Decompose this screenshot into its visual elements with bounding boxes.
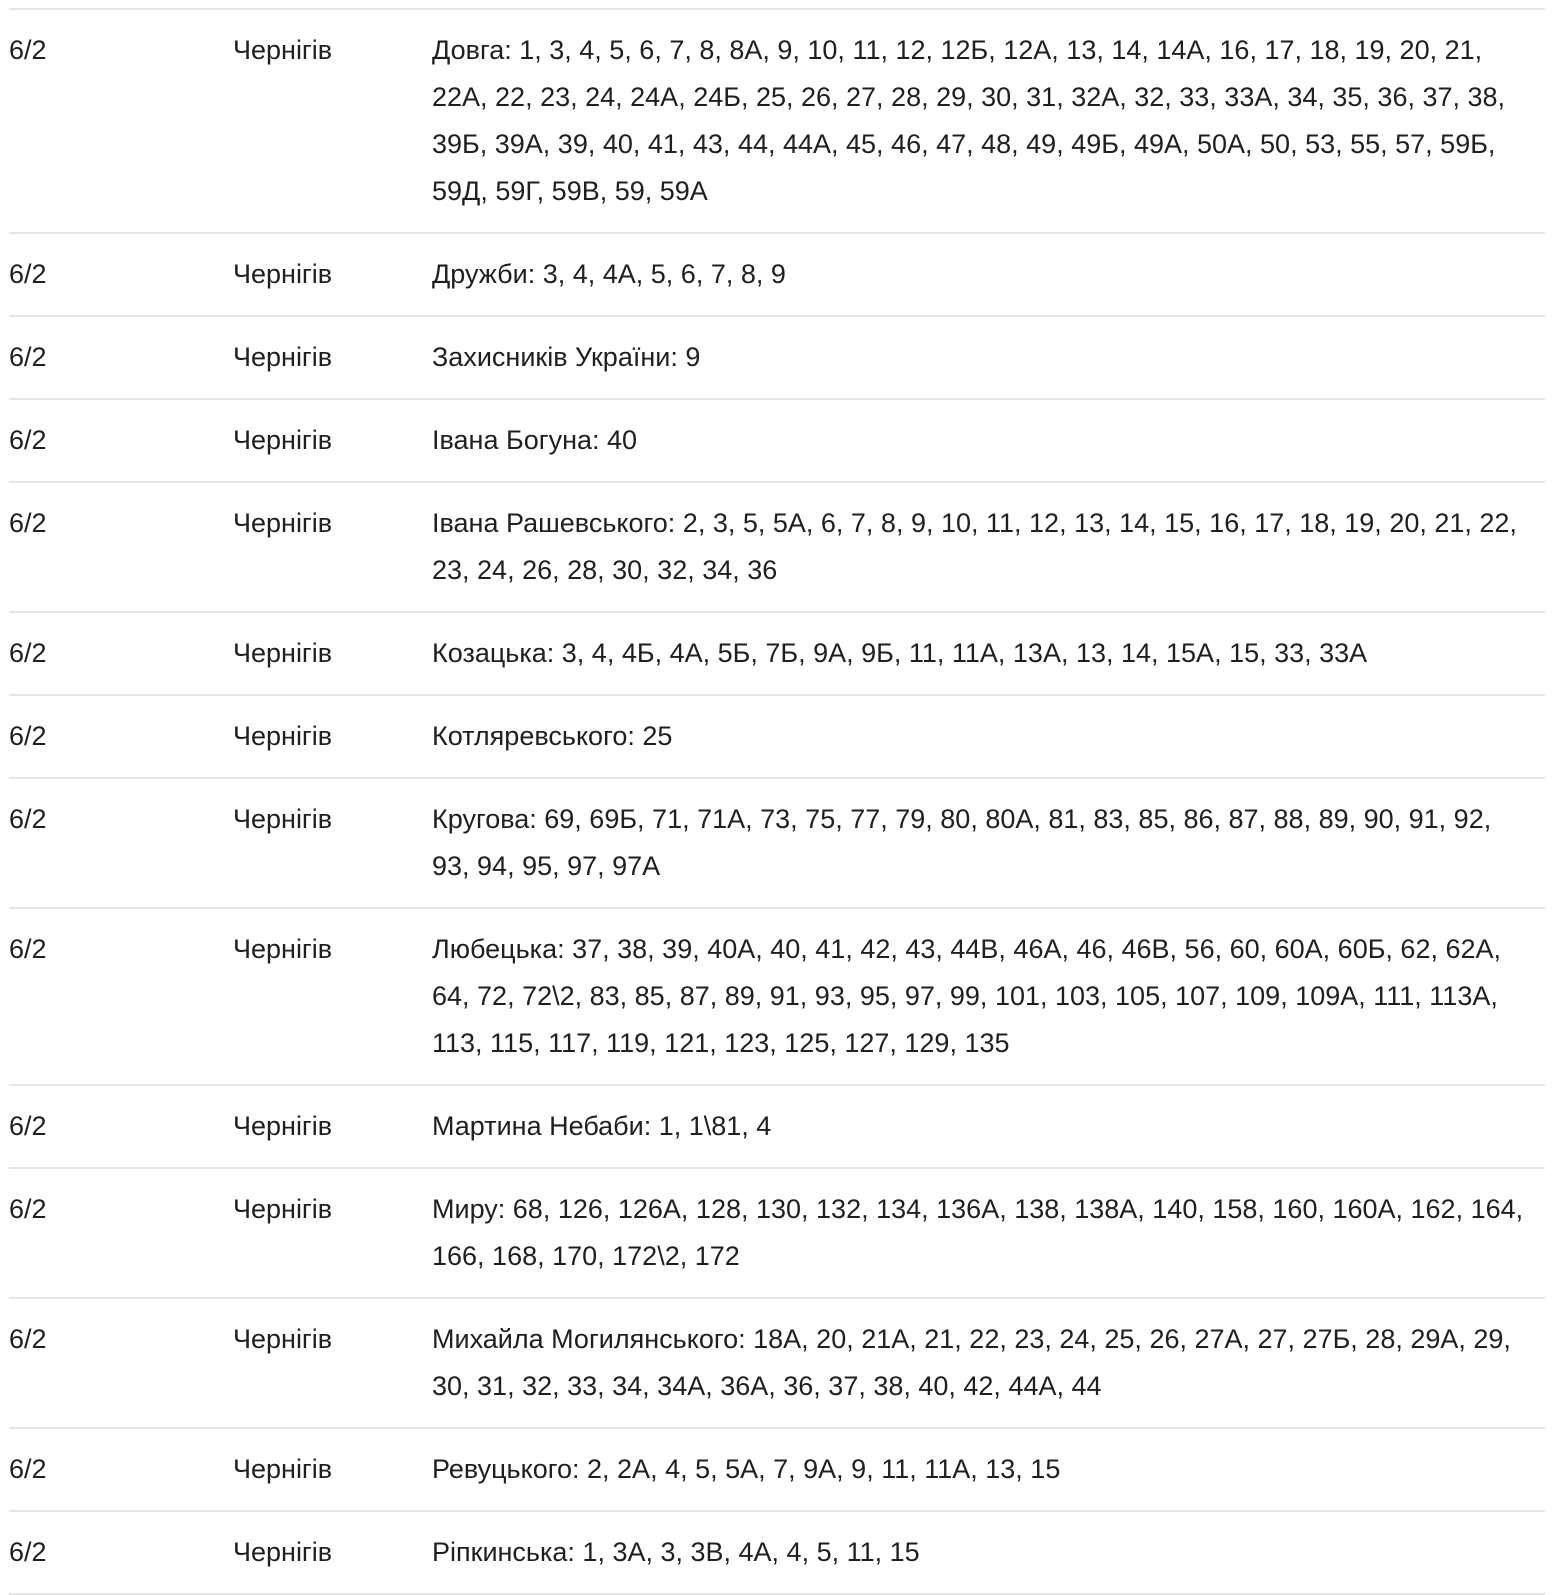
queue-cell: 6/2 — [9, 425, 47, 455]
addresses-cell: Кругова: 69, 69Б, 71, 71А, 73, 75, 77, 79, 80, 80А, 81, 83, 85, 86, 87, 88, 89, 90, 91, 92, 93, 94, 95, 97, 97А — [432, 804, 1492, 881]
queue-cell: 6/2 — [9, 804, 47, 834]
city-cell: Чернігів — [233, 508, 333, 538]
table-row — [9, 613, 1545, 696]
city-cell: Чернігів — [233, 1454, 333, 1484]
addresses-cell: Івана Рашевського: 2, 3, 5, 5А, 6, 7, 8, 9, 10, 11, 12, 13, 14, 15, 16, 17, 18, 19, 20, 21, 22, 23, 24, 26, 28, 30, 32, 34, 36 — [432, 508, 1517, 585]
addresses-cell: Миру: 68, 126, 126А, 128, 130, 132, 134, 136А, 138, 138А, 140, 158, 160, 160А, 162, 164, 166, 168, 170, 172\2, 172 — [432, 1194, 1524, 1271]
city-cell: Чернігів — [233, 425, 333, 455]
queue-cell: 6/2 — [9, 508, 47, 538]
addresses-cell: Михайла Могилянського: 18А, 20, 21А, 21, 22, 23, 24, 25, 26, 27А, 27, 27Б, 28, 29А, 29, 30, 31, 32, 33, 34, 34А, 36А, 36, 37, 38, 40, 42, 44А, 44 — [432, 1324, 1511, 1401]
city-cell: Чернігів — [233, 1111, 333, 1141]
table-row — [9, 1299, 1545, 1429]
queue-cell: 6/2 — [9, 1111, 47, 1141]
city-cell: Чернігів — [233, 1194, 333, 1224]
table-row — [9, 909, 1545, 1086]
table-row — [9, 696, 1545, 779]
queue-cell: 6/2 — [9, 259, 47, 289]
queue-cell: 6/2 — [9, 1324, 47, 1354]
city-cell: Чернігів — [233, 35, 333, 65]
addresses-cell: Івана Богуна: 40 — [432, 425, 638, 455]
city-cell: Чернігів — [233, 804, 333, 834]
table-row — [9, 1086, 1545, 1169]
addresses-cell: Дружби: 3, 4, 4А, 5, 6, 7, 8, 9 — [432, 259, 786, 289]
addresses-cell: Ріпкинська: 1, 3А, 3, 3В, 4А, 4, 5, 11, 15 — [432, 1537, 920, 1567]
queue-cell: 6/2 — [9, 1454, 47, 1484]
table-row — [9, 1429, 1545, 1512]
queue-cell: 6/2 — [9, 342, 47, 372]
city-cell: Чернігів — [233, 259, 333, 289]
city-cell: Чернігів — [233, 342, 333, 372]
table-row — [9, 10, 1545, 234]
addresses-cell: Любецька: 37, 38, 39, 40А, 40, 41, 42, 43, 44В, 46А, 46, 46В, 56, 60, 60А, 60Б, 62, 62А, 64, 72, 72\2, 83, 85, 87, 89, 91, 93, 95, 97, 99, 101, 103, 105, 107, 109, 109А, 111, 113А, 113, 115, 117, 119, 121, 123, 125, 127, 129, 135 — [432, 934, 1502, 1058]
table-row — [9, 1512, 1545, 1595]
queue-cell: 6/2 — [9, 721, 47, 751]
addresses-cell: Мартина Небаби: 1, 1\81, 4 — [432, 1111, 772, 1141]
city-cell: Чернігів — [233, 1537, 333, 1567]
queue-cell: 6/2 — [9, 35, 47, 65]
queue-cell: 6/2 — [9, 934, 47, 964]
table-row — [9, 234, 1545, 317]
table-row — [9, 1169, 1545, 1299]
city-cell: Чернігів — [233, 934, 333, 964]
table-row — [9, 779, 1545, 909]
addresses-cell: Котляревського: 25 — [432, 721, 673, 751]
outage-schedule-table — [9, 8, 1545, 1595]
addresses-cell: Захисників України: 9 — [432, 342, 701, 372]
queue-cell: 6/2 — [9, 638, 47, 668]
addresses-cell: Ревуцького: 2, 2А, 4, 5, 5А, 7, 9А, 9, 11, 11А, 13, 15 — [432, 1454, 1061, 1484]
queue-cell: 6/2 — [9, 1537, 47, 1567]
table-row — [9, 400, 1545, 483]
city-cell: Чернігів — [233, 721, 333, 751]
city-cell: Чернігів — [233, 638, 333, 668]
addresses-cell: Козацька: 3, 4, 4Б, 4А, 5Б, 7Б, 9А, 9Б, 11, 11А, 13А, 13, 14, 15А, 15, 33, 33А — [432, 638, 1368, 668]
addresses-cell: Довга: 1, 3, 4, 5, 6, 7, 8, 8А, 9, 10, 11, 12, 12Б, 12А, 13, 14, 14А, 16, 17, 18, 19, 20, 21, 22А, 22, 23, 24, 24А, 24Б, 25, 26, 27, 28, 29, 30, 31, 32А, 32, 33, 33А, 34, 35, 36, 37, 38, 39Б, 39А, 39, 40, 41, 43, 44, 44А, 45, 46, 47, 48, 49, 49Б, 49А, 50А, 50, 53, 55, 57, 59Б, 59Д, 59Г, 59В, 59, 59А — [432, 35, 1506, 206]
city-cell: Чернігів — [233, 1324, 333, 1354]
queue-cell: 6/2 — [9, 1194, 47, 1224]
table-row — [9, 483, 1545, 613]
table-row — [9, 317, 1545, 400]
